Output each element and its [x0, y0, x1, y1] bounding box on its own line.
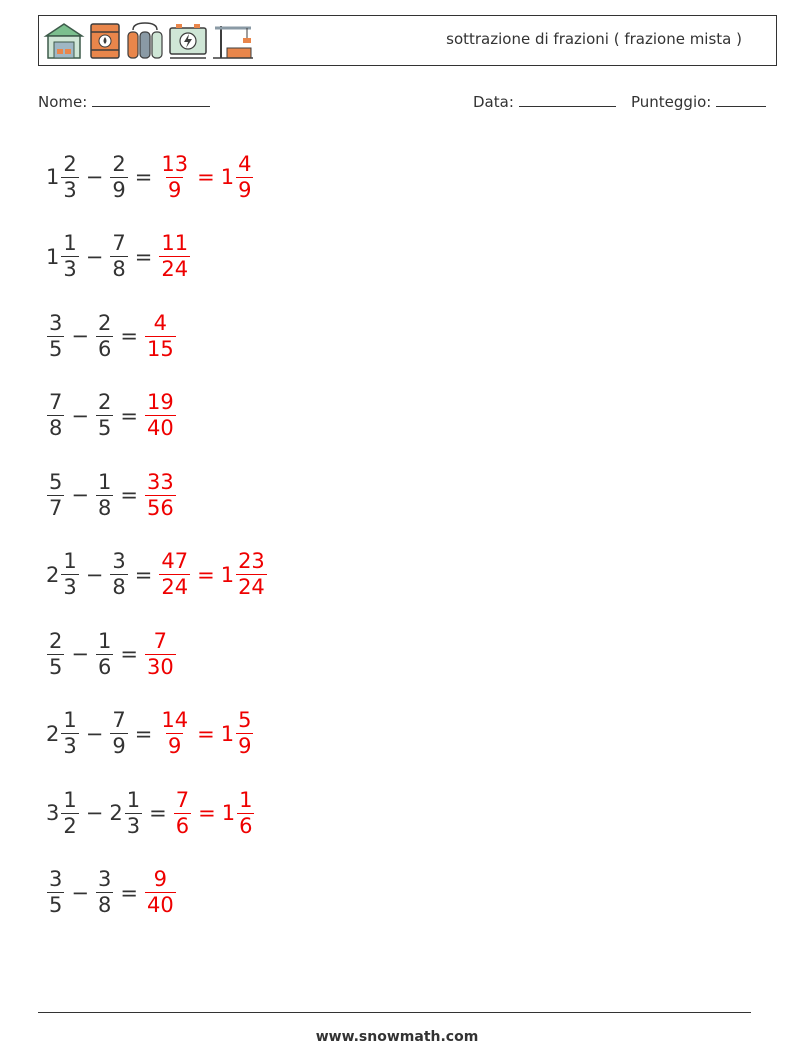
minuend — [46, 628, 65, 679]
fraction — [61, 551, 78, 598]
minus-sign: − — [71, 483, 89, 507]
fraction — [96, 628, 113, 679]
worksheet-title: sottrazione di frazioni ( frazione mista ) — [446, 30, 742, 48]
minuend — [46, 310, 65, 361]
equals-sign: = — [134, 721, 153, 746]
denominator: 5 — [49, 893, 63, 917]
denominator: 3 — [63, 575, 77, 599]
fraction — [236, 710, 253, 757]
fraction — [145, 469, 176, 520]
numerator: 2 — [63, 151, 77, 176]
problem-row — [46, 619, 177, 689]
denominator: 5 — [49, 336, 63, 361]
denominator: 56 — [146, 495, 174, 520]
answer — [158, 151, 254, 202]
header-icons — [43, 20, 255, 62]
subtrahend — [109, 551, 128, 598]
answer — [158, 233, 191, 280]
numerator: 14 — [161, 708, 189, 732]
denominator: 9 — [168, 734, 182, 758]
answer-fraction — [173, 787, 192, 838]
answer-fraction — [158, 551, 191, 598]
name-field — [38, 92, 210, 111]
numerator: 7 — [175, 787, 190, 812]
answer-fraction — [144, 392, 177, 439]
whole-number: 1 — [220, 721, 235, 746]
minus-sign: − — [85, 562, 104, 587]
minuend — [46, 710, 80, 757]
denominator: 2 — [63, 813, 77, 838]
denominator: 8 — [97, 495, 112, 520]
score-blank[interactable] — [716, 92, 766, 107]
footer-divider — [38, 1012, 751, 1013]
numerator: 33 — [146, 469, 174, 494]
whole-number: 1 — [46, 244, 60, 269]
denominator: 40 — [146, 416, 174, 440]
fraction — [145, 310, 176, 361]
fraction — [47, 469, 64, 520]
subtrahend — [95, 469, 114, 520]
fraction — [47, 628, 64, 679]
answer — [158, 710, 254, 757]
answer — [158, 551, 267, 598]
subtrahend — [109, 151, 128, 202]
equals-sign: = — [120, 483, 138, 507]
crane-icon — [211, 20, 255, 62]
answer — [144, 869, 177, 916]
denominator: 6 — [97, 336, 112, 361]
whole-number: 1 — [46, 165, 60, 189]
answer — [173, 787, 256, 838]
numerator: 23 — [238, 549, 265, 573]
denominator: 6 — [175, 813, 190, 838]
numerator: 3 — [97, 867, 112, 891]
subtrahend — [95, 869, 114, 916]
fraction — [237, 787, 254, 838]
whole-number: 2 — [46, 721, 60, 746]
footer-website: www.snowmath.com — [315, 1029, 479, 1045]
numerator: 1 — [239, 787, 253, 812]
minus-sign: − — [71, 880, 89, 905]
problem-row — [46, 460, 177, 530]
fraction — [96, 392, 113, 439]
fraction — [61, 233, 78, 280]
numerator: 5 — [238, 708, 252, 732]
whole-number: 2 — [109, 801, 123, 825]
minuend — [46, 233, 80, 280]
answer-mixed-number — [221, 710, 255, 757]
fraction — [145, 869, 176, 916]
denominator: 8 — [112, 257, 126, 281]
whole-number: 2 — [46, 562, 60, 587]
fraction — [236, 151, 253, 202]
equals-sign: = — [120, 642, 138, 666]
denominator: 8 — [49, 416, 63, 440]
numerator: 7 — [49, 390, 63, 414]
fraction — [110, 151, 127, 202]
denominator: 3 — [63, 734, 77, 758]
equals-sign: = — [197, 562, 215, 587]
answer-fraction — [158, 151, 191, 202]
minuend — [46, 869, 65, 916]
subtrahend — [109, 233, 128, 280]
denominator: 5 — [97, 416, 112, 440]
numerator: 11 — [161, 231, 189, 255]
date-label: Data: — [473, 93, 514, 111]
numerator: 7 — [112, 231, 126, 255]
warehouse-icon — [43, 20, 85, 62]
equals-sign: = — [197, 165, 215, 189]
subtrahend — [109, 710, 128, 757]
worksheet-header — [38, 15, 777, 66]
denominator: 5 — [49, 654, 63, 679]
denominator: 15 — [146, 336, 174, 361]
numerator: 1 — [63, 549, 77, 573]
denominator: 9 — [112, 177, 126, 202]
fraction — [47, 392, 64, 439]
numerator: 2 — [49, 628, 63, 653]
minus-sign: − — [85, 244, 104, 269]
answer-mixed-number — [221, 551, 268, 598]
equals-sign: = — [120, 403, 138, 428]
minus-sign: − — [71, 403, 89, 428]
fraction — [236, 551, 267, 598]
denominator: 9 — [238, 734, 252, 758]
numerator: 4 — [238, 151, 252, 176]
problem-row — [46, 778, 255, 848]
numerator: 3 — [49, 310, 63, 335]
minuend — [46, 787, 80, 838]
minuend — [46, 469, 65, 520]
denominator: 3 — [63, 257, 77, 281]
name-blank[interactable] — [92, 92, 210, 107]
numerator: 19 — [146, 390, 174, 414]
subtrahend — [109, 787, 143, 838]
problem-row — [46, 381, 177, 451]
problem-row — [46, 540, 268, 610]
gas-cylinders-icon — [125, 20, 165, 62]
equals-sign: = — [134, 562, 153, 587]
numerator: 4 — [153, 310, 168, 335]
fraction — [159, 233, 190, 280]
denominator: 24 — [161, 257, 189, 281]
denominator: 3 — [63, 177, 77, 202]
problem-row — [46, 301, 177, 371]
whole-number: 1 — [220, 165, 235, 189]
subtrahend — [95, 392, 114, 439]
equals-sign: = — [198, 801, 216, 825]
equals-sign: = — [134, 244, 153, 269]
fraction — [159, 710, 190, 757]
fraction — [47, 869, 64, 916]
answer — [144, 469, 177, 520]
fraction — [145, 392, 176, 439]
name-label: Nome: — [38, 93, 88, 111]
denominator: 24 — [161, 575, 189, 599]
oil-barrel-icon — [87, 20, 123, 62]
score-label: Punteggio: — [631, 93, 712, 111]
fraction — [96, 869, 113, 916]
numerator: 7 — [153, 628, 168, 653]
minus-sign: − — [71, 324, 89, 348]
equals-sign: = — [149, 801, 167, 825]
fraction — [61, 151, 78, 202]
problem-row — [46, 858, 177, 928]
numerator: 2 — [97, 310, 112, 335]
minus-sign: − — [71, 642, 89, 666]
denominator: 9 — [112, 734, 126, 758]
answer-fraction — [144, 310, 177, 361]
equals-sign: = — [120, 324, 138, 348]
fraction — [61, 787, 78, 838]
problem-row — [46, 142, 254, 212]
fraction — [145, 628, 176, 679]
numerator: 1 — [63, 787, 77, 812]
fraction — [47, 310, 64, 361]
fraction — [174, 787, 191, 838]
denominator: 24 — [238, 575, 265, 599]
subtrahend — [95, 628, 114, 679]
problem-row — [46, 699, 254, 769]
denominator: 3 — [126, 813, 141, 838]
fraction — [96, 310, 113, 361]
numerator: 1 — [97, 469, 112, 494]
answer-fraction — [158, 233, 191, 280]
answer-mixed-number — [220, 151, 255, 202]
numerator: 1 — [63, 708, 77, 732]
fraction — [159, 151, 190, 202]
equals-sign: = — [120, 880, 138, 905]
minuend — [46, 392, 65, 439]
numerator: 5 — [49, 469, 63, 494]
equals-sign: = — [134, 165, 153, 189]
denominator: 40 — [146, 893, 174, 917]
fraction — [110, 551, 127, 598]
numerator: 3 — [49, 867, 63, 891]
numerator: 7 — [112, 708, 126, 732]
minus-sign: − — [85, 165, 104, 189]
equals-sign: = — [197, 721, 215, 746]
answer — [144, 392, 177, 439]
date-field — [473, 92, 616, 111]
minuend — [46, 151, 80, 202]
whole-number: 1 — [220, 562, 235, 587]
subtrahend — [95, 310, 114, 361]
denominator: 9 — [168, 177, 182, 202]
numerator: 47 — [161, 549, 189, 573]
answer-fraction — [158, 710, 191, 757]
numerator: 3 — [112, 549, 126, 573]
numerator: 2 — [112, 151, 126, 176]
denominator: 8 — [112, 575, 126, 599]
numerator: 13 — [161, 151, 189, 176]
denominator: 30 — [146, 654, 174, 679]
whole-number: 1 — [221, 801, 236, 825]
problem-row — [46, 222, 191, 292]
answer-fraction — [144, 469, 177, 520]
numerator: 1 — [97, 628, 112, 653]
whole-number: 3 — [46, 801, 60, 825]
numerator: 2 — [97, 390, 112, 414]
denominator: 9 — [238, 177, 252, 202]
minuend — [46, 551, 80, 598]
answer-fraction — [144, 628, 177, 679]
answer — [144, 310, 177, 361]
numerator: 1 — [126, 787, 141, 812]
power-generator-icon — [167, 20, 209, 62]
denominator: 6 — [239, 813, 253, 838]
fraction — [61, 710, 78, 757]
fraction — [110, 710, 127, 757]
date-blank[interactable] — [519, 92, 616, 107]
minus-sign: − — [85, 721, 104, 746]
answer-fraction — [144, 869, 177, 916]
answer — [144, 628, 177, 679]
numerator: 1 — [63, 231, 77, 255]
score-field — [631, 92, 766, 111]
fraction — [96, 469, 113, 520]
numerator: 9 — [153, 867, 168, 891]
fraction — [125, 787, 142, 838]
answer-mixed-number — [221, 787, 256, 838]
denominator: 8 — [97, 893, 112, 917]
denominator: 7 — [49, 495, 63, 520]
denominator: 6 — [97, 654, 112, 679]
fraction — [110, 233, 127, 280]
minus-sign: − — [85, 801, 104, 825]
fraction — [159, 551, 190, 598]
